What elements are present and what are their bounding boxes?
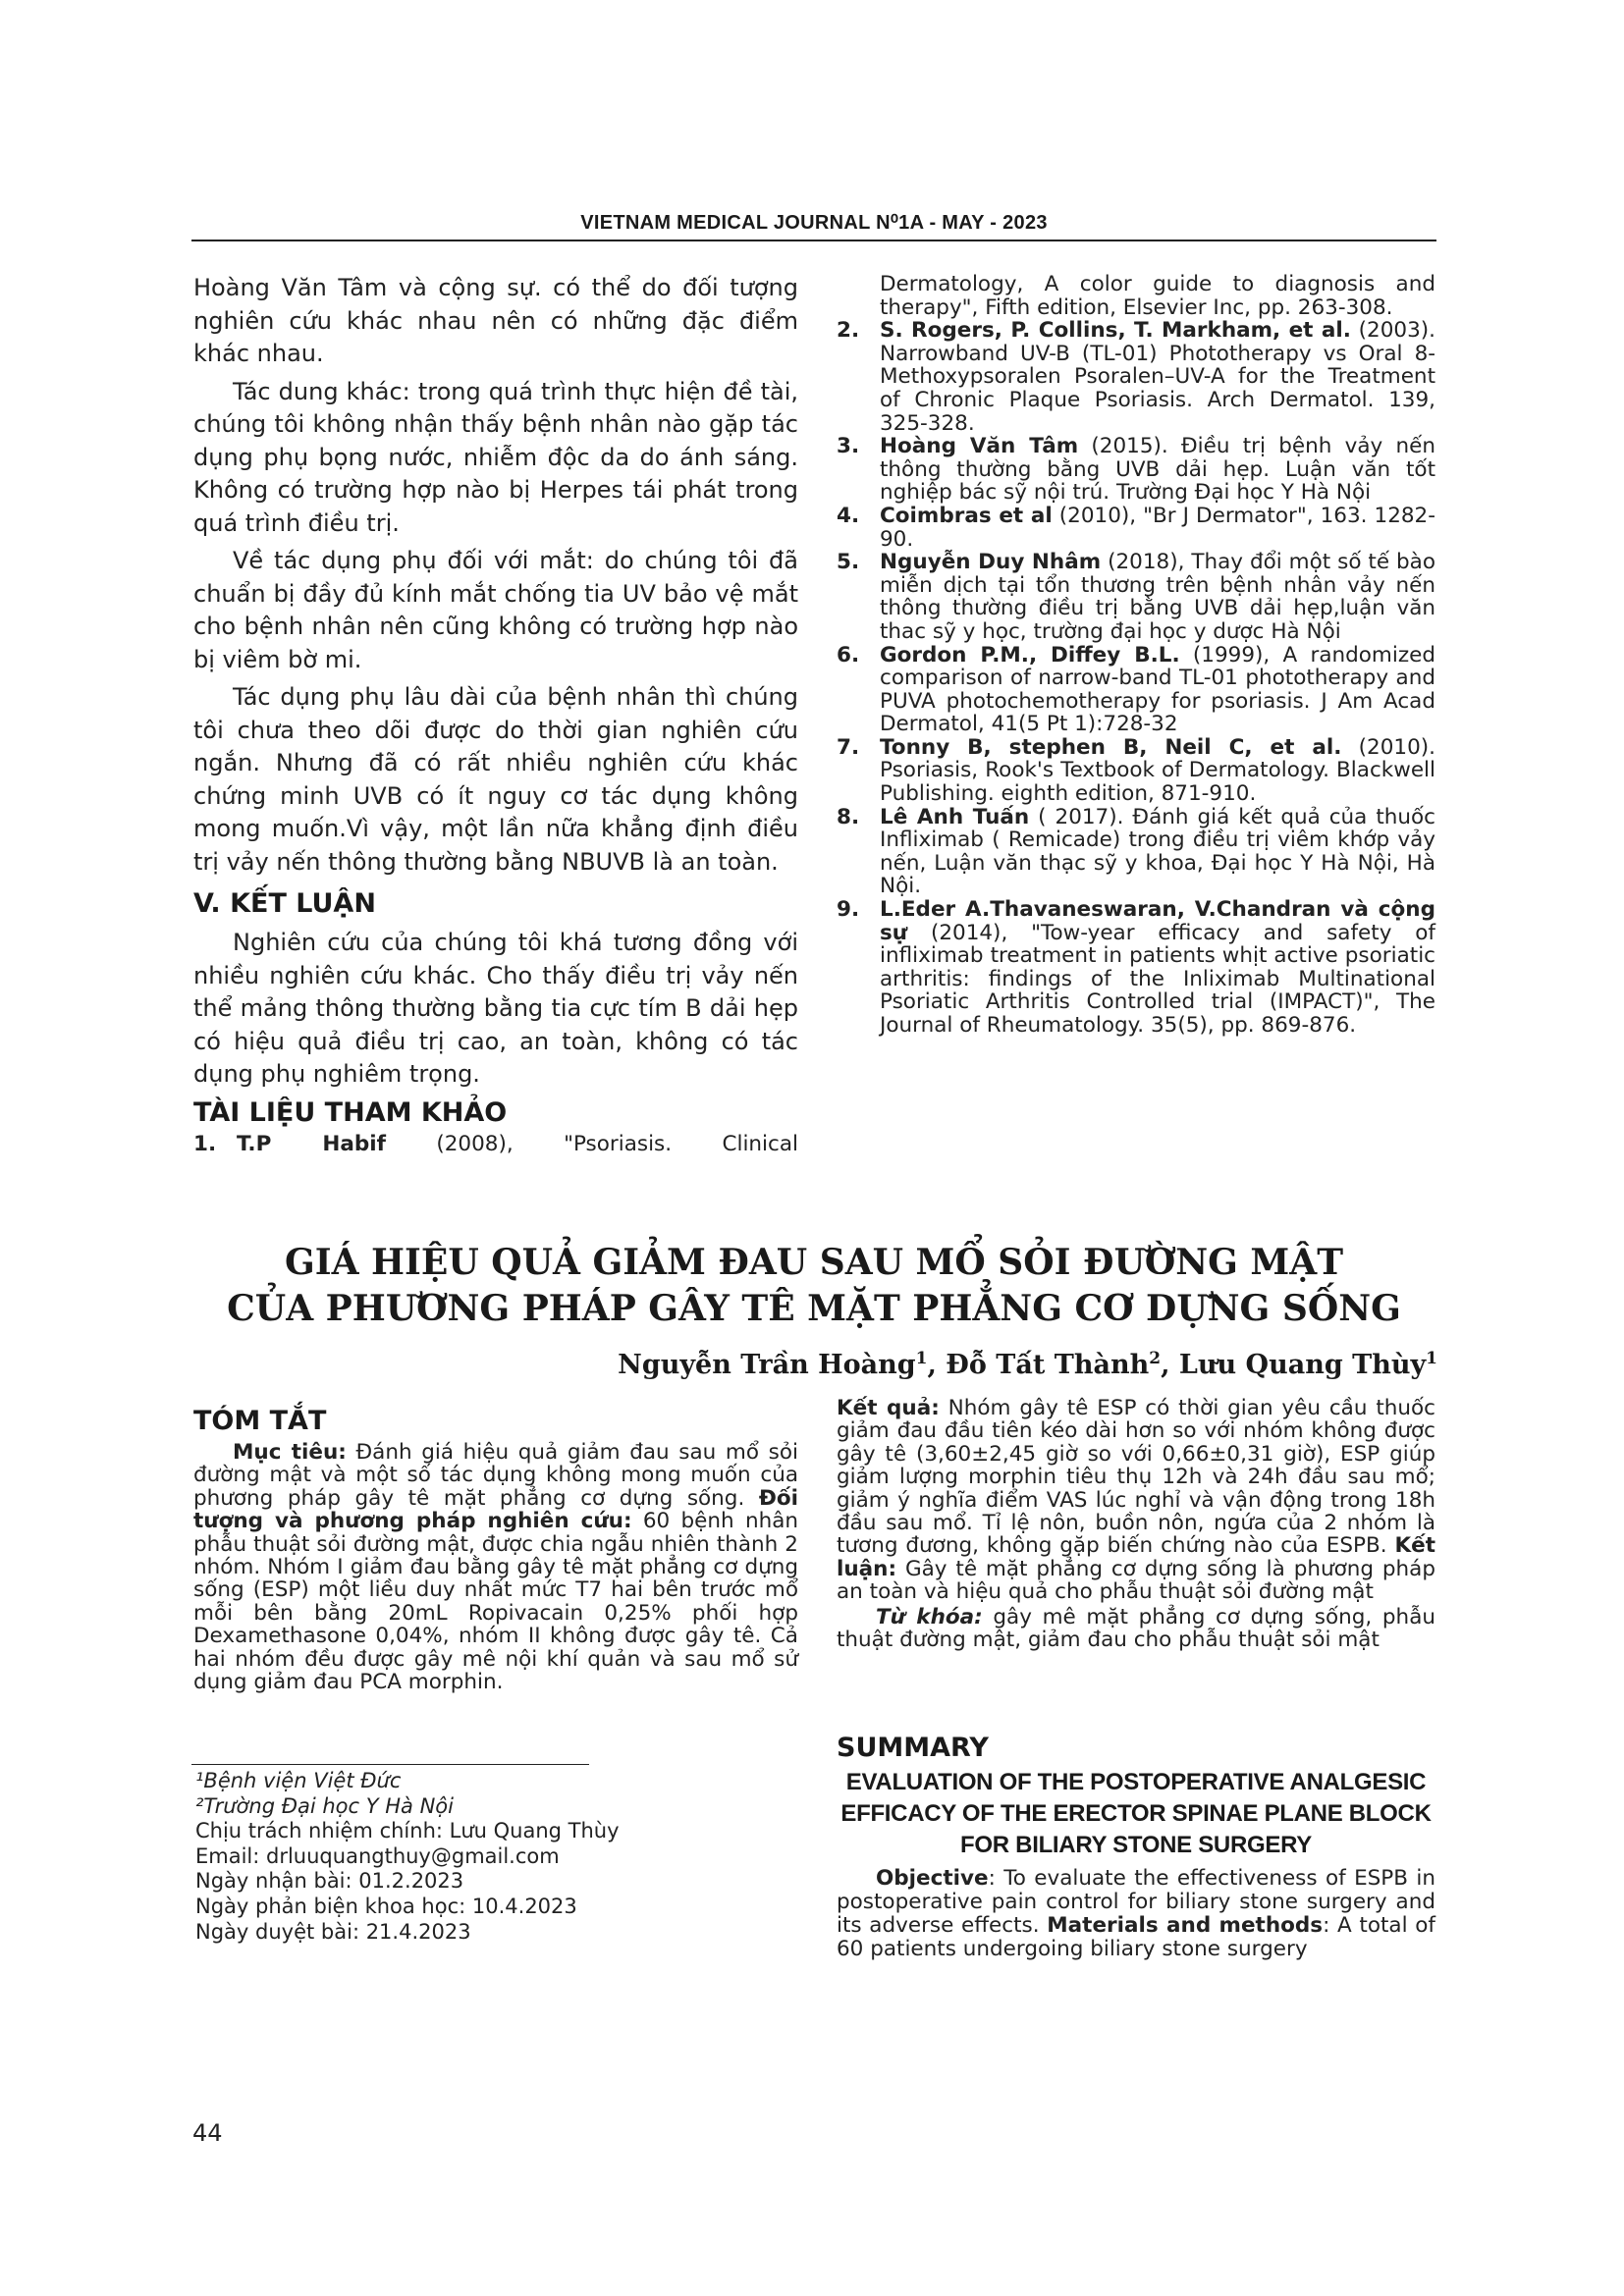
paragraph: Tác dung khác: trong quá trình thực hiện đề tài, chúng tôi không nhận thấy bệnh nhân nào gặp tác dụng phụ bọng nước, nhiễm độc da do ánh sáng. Không có trường hợp nào bị Herpes tái phát trong quá trình điều trị.	[193, 377, 798, 537]
article-title-line-2: CỦA PHƯƠNG PHÁP GÂY TÊ MẶT PHẲNG CƠ DỰNG SỐNG	[227, 1288, 1401, 1329]
reference-item: 8. Lê Anh Tuấn ( 2017). Đánh giá kết quả của thuốc Infliximab ( Remicade) trong điều trị viêm khớp vảy nến, Luận văn thạc sỹ y khoa, Đại học Y Hà Nội, Hà Nội.	[837, 804, 1435, 899]
running-head: VIETNAM MEDICAL JOURNAL N⁰1A - MAY - 2023	[580, 212, 1048, 234]
author-list: Nguyễn Trần Hoàng$^1$, Đỗ Tất Thành$^2$, Lưu Quang Thùy$^1$	[618, 1349, 1437, 1380]
author-affiliation: 1	[915, 1349, 928, 1368]
summary-paragraph: Objective: To evaluate the effectiveness of ESPB in postoperative pain control for biliary stone surgery and its adverse effects. Materials and methods: A total of 60 patients undergoing biliary stone surgery	[837, 1866, 1435, 1961]
abstract-body	[193, 1441, 798, 1693]
abstract-body-continued	[837, 1397, 1435, 1651]
keywords: Từ khóa: gây mê mặt phẳng cơ dựng sống, phẫu thuật đường mật, giảm đau cho phẫu thuật sỏi mật	[837, 1604, 1435, 1653]
summary-body	[837, 1867, 1435, 1961]
reference-item: 4. Coimbras et al (2010), "Br J Dermator", 163. 1282-90.	[837, 503, 1435, 552]
conclusion-body	[193, 927, 798, 1092]
summary-heading: SUMMARY	[837, 1733, 989, 1763]
paragraph: Hoàng Văn Tâm và cộng sự. có thể do đối tượng nghiên cứu khác nhau nên có những đặc điểm khác nhau.	[193, 274, 798, 367]
abstract-heading: TÓM TẮT	[193, 1406, 327, 1436]
author-affiliation: 1	[1426, 1349, 1437, 1368]
accepted-date: Ngày duyệt bài: 21.4.2023	[195, 1919, 471, 1944]
reference-item: 9. L.Eder A.Thavaneswaran, V.Chandran và cộng sự (2014), "Tow-year efficacy and safety of infliximab treatment in patients whịt active psoriatic arthritis: findings of the Inliximab Multinational Psoriatic Arthritis Controlled trial (IMPACT)", The Journal of Rheumatology. 35(5), pp. 869-876.	[837, 897, 1435, 1038]
reference-1	[193, 1133, 798, 1156]
abstract-paragraph: Kết quả: Nhóm gây tê ESP có thời gian yêu cầu thuốc giảm đau đầu tiên kéo dài hơn so với nhóm không được gây tê (3,60±2,45 giờ so với 0,66±0,31 giờ), ESP giúp giảm lượng morphin tiêu thụ 12h và 24h đầu sau mổ; giảm ý nghĩa điểm VAS lúc nghỉ và vận động trong 18h đầu sau mổ. Tỉ lệ nôn, buồn nôn, ngứa của 2 nhóm là tương đương, không gặp biến chứng nào của ESPB. Kết luận: Gây tê mặt phẳng cơ dựng sống là phương pháp an toàn và hiệu quả cho phẫu thuật sỏi đường mật	[837, 1396, 1435, 1605]
footnote-rule	[191, 1764, 589, 1765]
header-rule	[191, 240, 1436, 241]
email: Email: drluuquangthuy@gmail.com	[195, 1843, 560, 1868]
english-title: EVALUATION OF THE POSTOPERATIVE ANALGESIC EFFICACY OF THE ERECTOR SPINAE PLANE BLOCK FOR BILIARY STONE SURGERY	[840, 1769, 1432, 1858]
reference-item: 2. S. Rogers, P. Collins, T. Markham, et al. (2003). Narrowband UV-B (TL-01) Phototherapy vs Oral 8-Methoxypsoralen Psoralen–UV-A for the Treatment of Chronic Plaque Psoriasis. Arch Dermatol. 139, 325-328.	[837, 318, 1435, 436]
author-name: Đỗ Tất Thành	[946, 1350, 1150, 1380]
references-heading: TÀI LIỆU THAM KHẢO	[193, 1097, 508, 1128]
review-date: Ngày phản biện khoa học: 10.4.2023	[195, 1894, 577, 1918]
reference-number: 1.	[193, 1132, 217, 1156]
reference-item: 5. Nguyễn Duy Nhâm (2018), Thay đổi một số tế bào miễn dịch tại tổn thương trên bệnh nhân vảy nến thông thường điều trị bằng UVB dải hẹp,luận văn thac sỹ y học, trường đại học y dược Hà Nội	[837, 550, 1435, 644]
author-name: Nguyễn Trần Hoàng	[618, 1350, 916, 1380]
footnotes	[195, 1769, 620, 1945]
reference-item: Dermatology, A color guide to diagnosis and therapy", Fifth edition, Elsevier Inc, pp. 263-308.	[880, 272, 1435, 320]
received-date: Ngày nhận bài: 01.2.2023	[195, 1869, 464, 1894]
abstract-paragraph: Mục tiêu: Đánh giá hiệu quả giảm đau sau mổ sỏi đường mật và một số tác dụng không mong muốn của phương pháp gây tê mặt phẳng cơ dựng sống. Đối tượng và phương pháp nghiên cứu: 60 bệnh nhân phẫu thuật sỏi đường mật, được chia ngẫu nhiên thành 2 nhóm. Nhóm I giảm đau bằng gây tê mặt phẳng cơ dựng sống (ESP) một liều duy nhất mức T7 hai bên trước mổ mỗi bên bằng 20mL Ropivacain 0,25% phối hợp Dexamethasone 0,04%, nhóm II không được gây tê. Cả hai nhóm đều được gây mê nội khí quản và sau mổ sử dụng giảm đau PCA morphin.	[193, 1440, 799, 1695]
reference-text: (2008), "Psoriasis. Clinical	[385, 1132, 798, 1156]
references-list	[837, 273, 1435, 1038]
author-name: Lưu Quang Thùy	[1178, 1350, 1427, 1380]
reference-item: 6. Gordon P.M., Diffey B.L. (1999), A randomized comparison of narrow-band TL-01 phototherapy and PUVA photochemotherapy for psoriasis. J Am Acad Dermatol, 41(5 Pt 1):728-32	[837, 642, 1435, 737]
affiliation-1: ¹Bệnh viện Việt Đức	[195, 1769, 402, 1792]
reference-item: 7. Tonny B, stephen B, Neil C, et al. (2010). Psoriasis, Rook's Textbook of Dermatology. Blackwell Publishing. eighth edition, 871-910.	[837, 734, 1435, 807]
reference-item: 3. Hoàng Văn Tâm (2015). Điều trị bệnh vảy nến thông thường bằng UVB dải hẹp. Luận văn tốt nghiệp bác sỹ nội trú. Trường Đại học Y Hà Nội	[837, 434, 1436, 506]
paragraph: Tác dụng phụ lâu dài của bệnh nhân thì chúng tôi chưa theo dõi được do thời gian nghiên cứu ngắn. Nhưng đã có rất nhiều nghiên cứu khác chứng minh UVB có ít nguy cơ tác dụng không mong muốn.Vì vậy, một lần nữa khẳng định điều trị vảy nến thông thường bằng NBUVB là an toàn.	[193, 683, 798, 876]
left-column-body	[193, 272, 798, 879]
reference-author: T.P Habif	[237, 1132, 386, 1156]
page-number: 44	[192, 2119, 223, 2147]
author-affiliation: 2	[1149, 1349, 1162, 1368]
conclusion-heading: V. KẾT LUẬN	[193, 888, 376, 919]
affiliation-2: ²Trường Đại học Y Hà Nội	[195, 1793, 454, 1818]
responsible-author: Chịu trách nhiệm chính: Lưu Quang Thùy	[195, 1819, 620, 1843]
paragraph: Về tác dụng phụ đối với mắt: do chúng tôi đã chuẩn bị đầy đủ kính mắt chống tia UV bảo vệ mắt cho bệnh nhân nên cũng không có trường hợp nào bị viêm bờ mi.	[193, 547, 798, 673]
article-title-line-1: GIÁ HIỆU QUẢ GIẢM ĐAU SAU MỔ SỎI ĐƯỜNG MẬT	[284, 1242, 1343, 1283]
paragraph: Nghiên cứu của chúng tôi khá tương đồng với nhiều nghiên cứu khác. Cho thấy điều trị vảy nến thể mảng thông thường bằng tia cực tím B dải hẹp có hiệu quả điều trị cao, an toàn, không có tác dụng phụ nghiêm trọng.	[193, 929, 798, 1088]
